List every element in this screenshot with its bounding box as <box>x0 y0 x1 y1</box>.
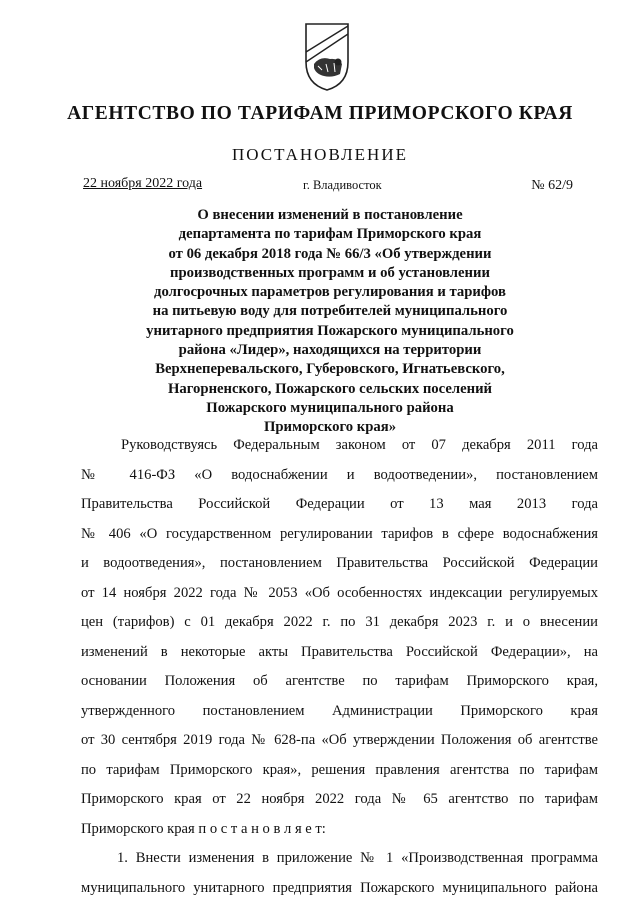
title-line: от 06 декабря 2018 года № 66/3 «Об утверждении <box>168 245 492 262</box>
body-line: изменений в некоторые акты Правительства Российской Федерации», на <box>81 643 598 660</box>
body-line: Руководствуясь Федеральным законом от 07 декабря 2011 года <box>121 437 598 453</box>
title-line: О внесении изменений в постановление <box>197 207 463 223</box>
title-line: Пожарского муниципального района <box>206 399 454 416</box>
body-line: № 416-ФЗ «О водоснабжении и водоотведении», постановлением <box>81 466 598 483</box>
title-line: долгосрочных параметров регулирования и тарифов <box>154 284 506 301</box>
body-line: 1. Внести изменения в приложение № 1 «Производственная программа <box>117 850 598 866</box>
agency-name: АГЕНТСТВО ПО ТАРИФАМ ПРИМОРСКОГО КРАЯ <box>67 103 573 124</box>
body-line: Приморского края от 22 ноября 2022 года № 65 агентство по тарифам <box>81 791 598 807</box>
title-line: района «Лидер», находящихся на территории <box>178 342 482 359</box>
document-number: № 62/9 <box>531 178 573 193</box>
title-line: унитарного предприятия Пожарского муниципального <box>146 322 514 339</box>
document-date: 22 ноября 2022 года <box>83 176 203 191</box>
title-line: Верхнеперевальского, Губеровского, Игнатьевского, <box>155 361 505 378</box>
document-title <box>130 206 530 438</box>
title-line: производственных программ и об установлении <box>170 264 490 281</box>
coat-of-arms-emblem <box>302 22 352 92</box>
body-line: основании Положения об агентстве по тарифам Приморского края, <box>81 673 598 689</box>
title-line: Нагорненского, Пожарского сельских поселений <box>167 380 493 397</box>
document-body <box>81 431 598 903</box>
title-line: Приморского края» <box>263 419 397 436</box>
body-line: от 14 ноября 2022 года № 2053 «Об особенностях индексации регулируемых <box>81 584 598 601</box>
document-type: ПОСТАНОВЛЕНИЕ <box>231 145 408 164</box>
document-city: г. Владивосток <box>303 178 382 192</box>
body-line: и водоотведения», постановлением Правительства Российской Федерации <box>81 555 598 571</box>
body-line: муниципального унитарного предприятия Пожарского муниципального района <box>81 879 598 896</box>
body-line: от 30 сентября 2019 года № 628-па «Об утверждении Положения об агентстве <box>81 732 598 748</box>
title-line: на питьевую воду для потребителей муниципального <box>152 303 508 320</box>
title-line: департамента по тарифам Приморского края <box>178 226 482 243</box>
body-line: Правительства Российской Федерации от 13 мая 2013 года <box>81 496 598 512</box>
body-line: по тарифам Приморского края», решения правления агентства по тарифам <box>81 761 598 778</box>
body-line: цен (тарифов) с 01 декабря 2022 г. по 31 декабря 2023 г. и о внесении <box>81 614 598 630</box>
body-line: № 406 «О государственном регулировании тарифов в сфере водоснабжения <box>81 525 598 542</box>
body-line: Приморского края п о с т а н о в л я е т: <box>81 820 326 837</box>
body-line: утвержденного постановлением Администрации Приморского края <box>81 702 598 719</box>
